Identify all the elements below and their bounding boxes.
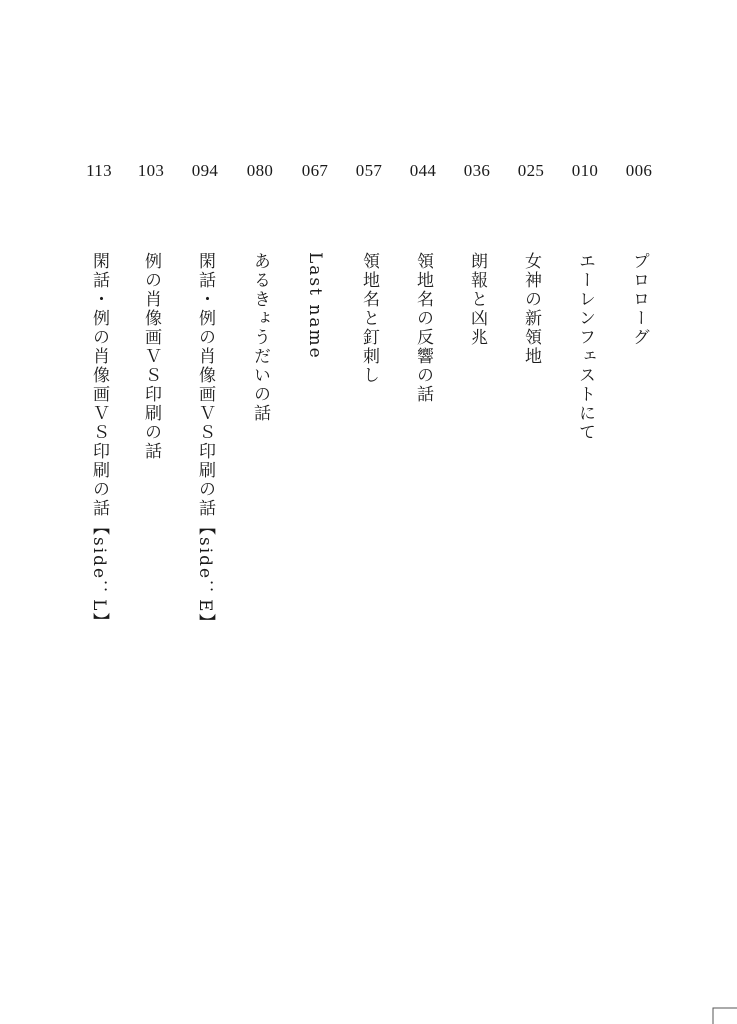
toc-entry[interactable] (504, 160, 558, 620)
toc-entry[interactable] (233, 160, 287, 620)
page-corner-mark (709, 1002, 737, 1024)
chapter-title: 領地名と釘刺し (359, 252, 379, 385)
chapter-title: 女神の新領地 (521, 252, 541, 366)
toc-entry[interactable] (558, 160, 612, 620)
page-number: 057 (355, 161, 383, 180)
chapter-title: プロローグ (629, 252, 649, 347)
page-number: 094 (191, 161, 219, 180)
chapter-title: 朗報と凶兆 (467, 252, 487, 347)
page-number: 080 (246, 161, 274, 180)
page-number: 103 (137, 161, 165, 180)
chapter-title: 閑話・例の肖像画ＶＳ印刷の話【side：E】 (195, 252, 215, 633)
toc-entry[interactable] (124, 160, 178, 620)
chapter-title: エーレンフェストにて (575, 252, 595, 442)
page-number: 113 (86, 161, 112, 180)
chapter-title: 領地名の反響の話 (413, 252, 433, 404)
toc-entry[interactable] (450, 160, 504, 620)
chapter-title: 例の肖像画ＶＳ印刷の話 (141, 252, 161, 461)
toc-entry[interactable] (396, 160, 450, 620)
toc-entry[interactable] (178, 160, 232, 633)
toc-entry[interactable] (72, 160, 126, 632)
chapter-title: Last name (305, 252, 325, 360)
page-number: 036 (463, 161, 491, 180)
toc-entry[interactable] (342, 160, 396, 620)
page-number: 006 (625, 161, 653, 180)
toc-entry[interactable] (612, 160, 666, 620)
toc-entry[interactable] (288, 160, 342, 620)
chapter-title: あるきょうだいの話 (250, 252, 270, 423)
page-number: 010 (571, 161, 599, 180)
chapter-title: 閑話・例の肖像画ＶＳ印刷の話【side：L】 (89, 252, 109, 632)
page-number: 067 (301, 161, 329, 180)
page-number: 044 (409, 161, 437, 180)
page-number: 025 (517, 161, 545, 180)
